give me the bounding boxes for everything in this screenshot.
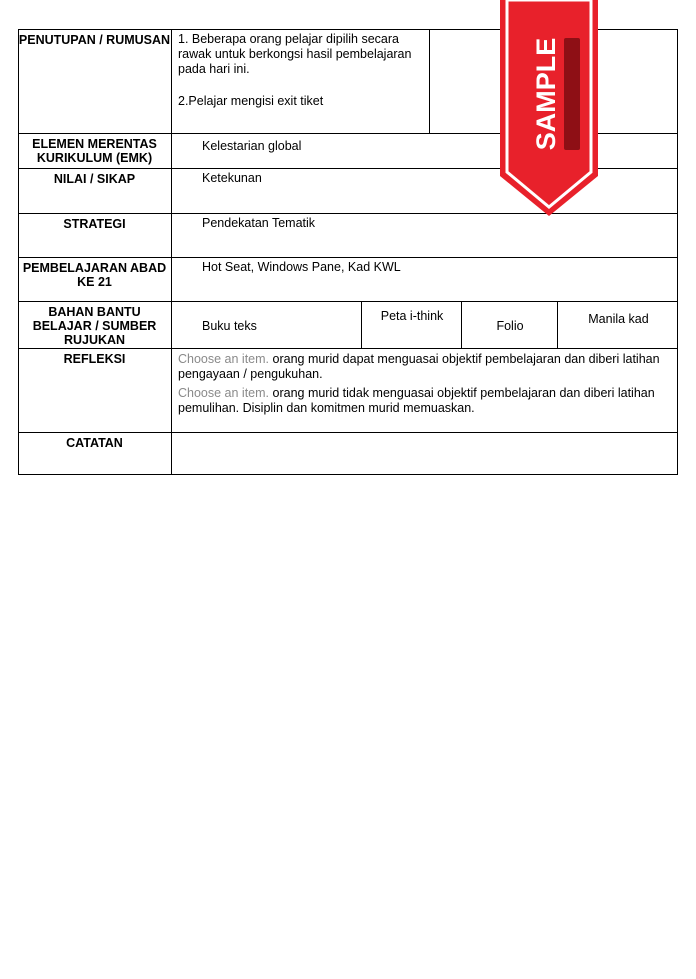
row-label: PEMBELAJARAN ABAD KE 21: [22, 261, 167, 289]
row-label: NILAI / SIKAP: [53, 172, 136, 186]
emk-value: Kelestarian global: [202, 139, 302, 153]
row-label: BAHAN BANTU BELAJAR / SUMBER RUJUKAN: [32, 305, 157, 347]
row-refleksi: [18, 348, 678, 433]
sample-ribbon-watermark: [500, 0, 598, 216]
row-label: STRATEGI: [63, 217, 126, 231]
row-strategi: [18, 213, 678, 258]
row-label: CATATAN: [66, 436, 123, 450]
row-catatan: [18, 432, 678, 476]
bahan-item: Peta i-think: [380, 309, 444, 323]
refleksi-paragraph-2: Choose an item. orang murid tidak menguasai objektif pembelajaran dan diberi latihan pemulihan. Disiplin dan komitmen murid memuaskan.: [178, 386, 655, 415]
row-label: PENUTUPAN / RUMUSAN: [18, 33, 171, 47]
sample-text: SAMPLE: [531, 37, 561, 151]
bahan-item: Folio: [496, 319, 524, 333]
refleksi-paragraph-1: Choose an item. orang murid dapat menguasai objektif pembelajaran dan diberi latihan pengayaan / pengukuhan.: [178, 352, 660, 381]
ribbon-stamp-icon: [564, 38, 580, 150]
choose-item-dropdown[interactable]: Choose an item.: [178, 386, 270, 400]
bahan-item: Manila kad: [588, 312, 649, 326]
abad21-value: Hot Seat, Windows Pane, Kad KWL: [202, 260, 401, 274]
closure-step-2: 2.Pelajar mengisi exit tiket: [178, 94, 324, 108]
closure-step-1: 1. Beberapa orang pelajar dipilih secara rawak untuk berkongsi hasil pembelajaran pada hari ini.: [178, 32, 412, 76]
row-bahan: [18, 301, 678, 349]
row-label: REFLEKSI: [63, 352, 126, 366]
row-label: ELEMEN MERENTAS KURIKULUM (EMK): [32, 137, 157, 165]
row-abad21: [18, 257, 678, 302]
strategi-value: Pendekatan Tematik: [202, 216, 316, 230]
bahan-item: Buku teks: [202, 319, 257, 333]
nilai-value: Ketekunan: [202, 171, 262, 185]
choose-item-dropdown[interactable]: Choose an item.: [178, 352, 270, 366]
